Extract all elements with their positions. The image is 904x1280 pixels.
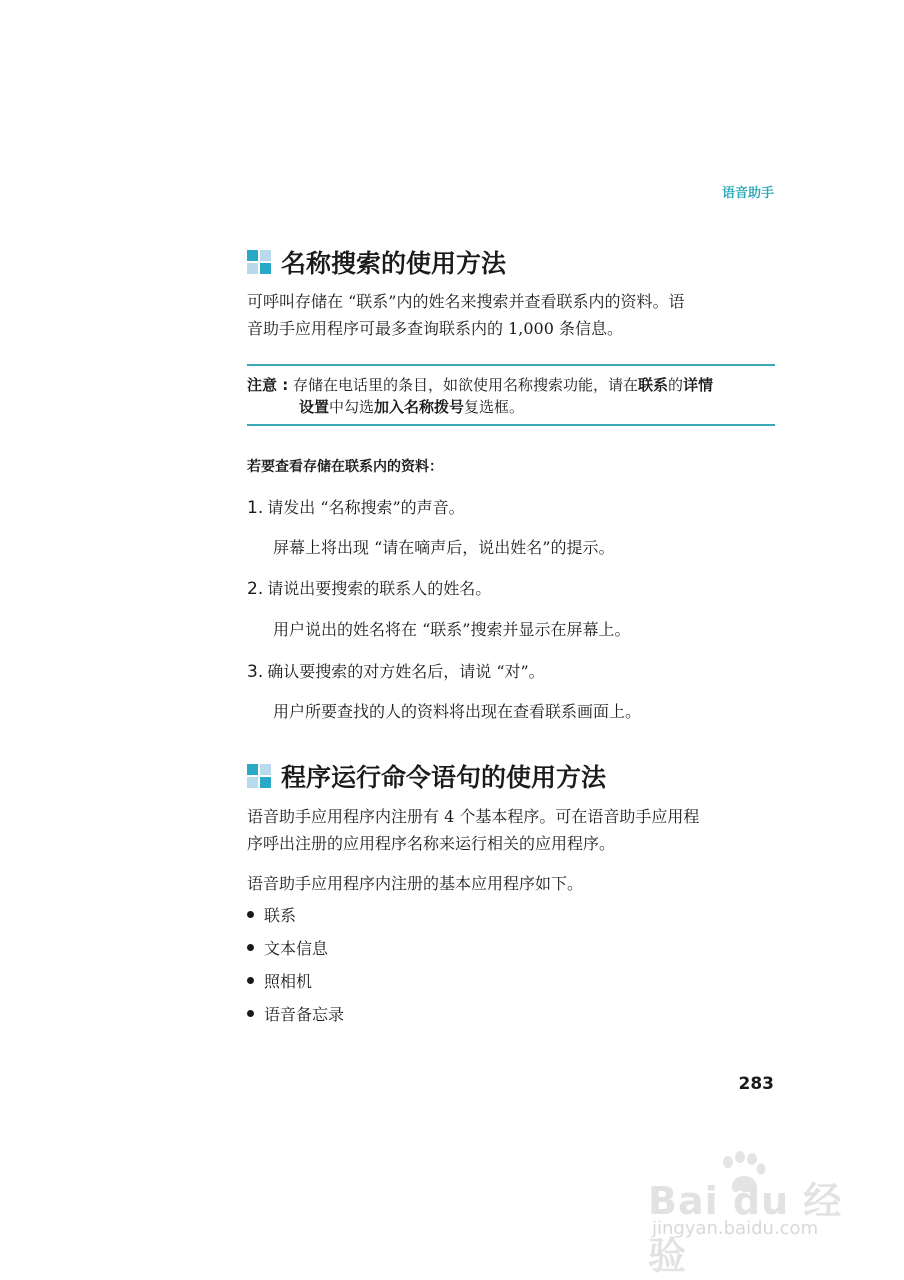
note-box [247, 364, 775, 426]
intro-line: 可呼叫存储在 “联系”内的姓名来搜索并查看联系内的资料。语 [247, 292, 685, 311]
step-result: 用户所要查找的人的资料将出现在查看联系画面上。 [273, 702, 642, 721]
watermark-brand: Bai du 经验 [648, 1179, 843, 1278]
section1-intro [247, 288, 775, 342]
step-number: 1. [247, 498, 264, 518]
baidu-watermark [648, 1150, 868, 1278]
note-bold-term: 设置 [299, 398, 330, 416]
section-title-name-search [247, 244, 506, 280]
section-title-text: 程序运行命令语句的使用方法 [281, 763, 607, 792]
note-text: 复选框。 [464, 398, 525, 416]
header-section-label: 语音助手 [721, 186, 774, 201]
list-item [247, 904, 296, 928]
note-bold-term: 联系 [638, 376, 669, 394]
section-square-icon [247, 764, 271, 788]
step-result: 用户说出的姓名将在 “联系”搜索并显示在屏幕上。 [273, 620, 631, 639]
list-intro: 语音助手应用程序内注册的基本应用程序如下。 [247, 874, 584, 893]
section-square-icon [247, 250, 271, 274]
list-item [247, 937, 328, 961]
section-title-program-commands [247, 758, 606, 794]
intro-line: 语音助手应用程序内注册有 4 个基本程序。可在语音助手应用程 [247, 807, 700, 826]
note-text: 存储在电话里的条目，如欲使用名称搜索功能，请在 [288, 376, 639, 394]
note-text: 的 [668, 376, 684, 394]
note-label: 注意 : [247, 376, 289, 394]
bullet-icon [247, 1010, 254, 1017]
note-bold-term: 加入名称拨号 [374, 398, 465, 416]
subheading: 若要查看存储在联系内的资料： [247, 459, 443, 475]
intro-line: 音助手应用程序可最多查询联系内的 1,000 条信息。 [247, 319, 623, 338]
section2-intro [247, 803, 775, 857]
watermark-url: jingyan.baidu.com [652, 1218, 819, 1239]
step-item [247, 660, 545, 684]
note-text: 中勾选 [329, 398, 375, 416]
list-item-text: 联系 [264, 906, 297, 925]
step-text: 请说出要搜索的联系人的姓名。 [267, 579, 492, 598]
step-text: 请发出 “名称搜索”的声音。 [267, 498, 465, 517]
list-item [247, 970, 312, 994]
list-item-text: 照相机 [264, 972, 313, 991]
list-item-text: 文本信息 [264, 939, 329, 958]
bullet-icon [247, 911, 254, 918]
step-number: 2. [247, 579, 264, 599]
step-text: 确认要搜索的对方姓名后，请说 “对”。 [267, 662, 545, 681]
note-bold-term: 详情 [683, 376, 714, 394]
page-number: 283 [738, 1074, 774, 1094]
note-content [247, 374, 775, 418]
bullet-icon [247, 977, 254, 984]
bullet-icon [247, 944, 254, 951]
intro-line: 序呼出注册的应用程序名称来运行相关的应用程序。 [247, 834, 616, 853]
list-item [247, 1003, 344, 1027]
step-item [247, 577, 491, 601]
section-title-text: 名称搜索的使用方法 [281, 249, 507, 278]
list-item-text: 语音备忘录 [264, 1005, 345, 1024]
step-result: 屏幕上将出现 “请在嘀声后，说出姓名”的提示。 [273, 538, 615, 557]
step-item [247, 496, 465, 520]
step-number: 3. [247, 662, 264, 682]
